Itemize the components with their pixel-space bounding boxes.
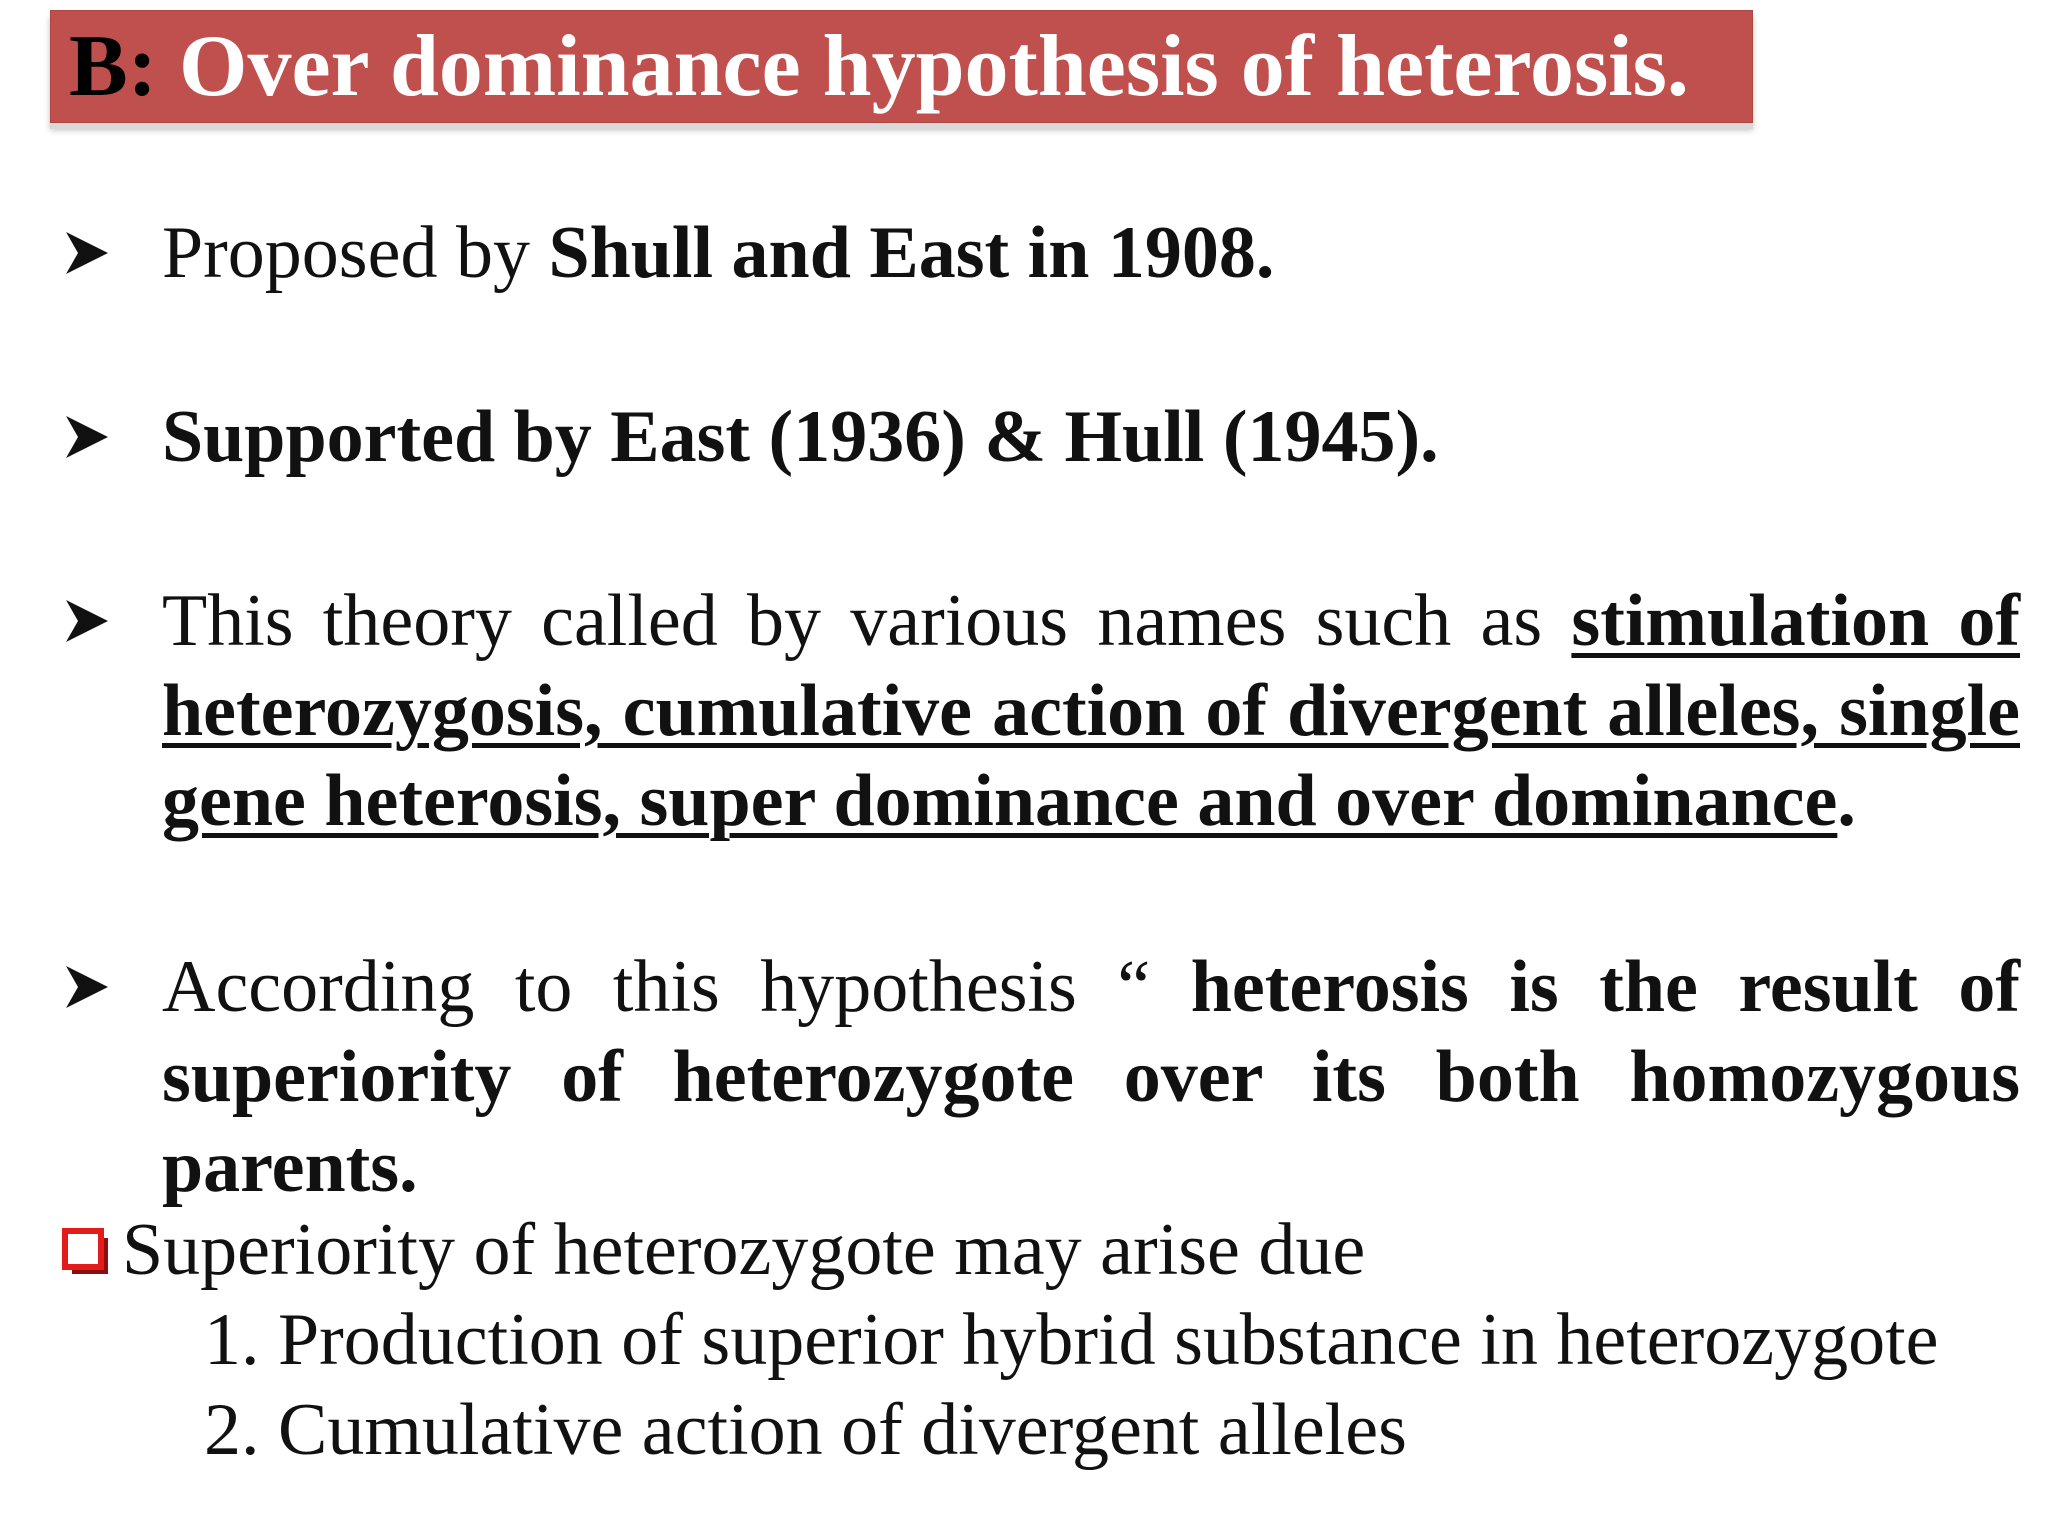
arrow-bullet-icon [62,962,112,1012]
bullet-text-bold: Shull and East in 1908. [548,212,1275,294]
bullet-text: According to this hypothesis “ [162,946,1191,1028]
title-main: Over dominance hypothesis of heterosis. [157,18,1689,115]
numbered-item-2: 2. Cumulative action of divergent alleles [204,1389,1407,1471]
numbered-item-1: 1. Production of superior hybrid substance in heterozygote [204,1299,1939,1381]
bullet-text: Proposed by [162,212,549,294]
arrow-bullet-icon [62,412,112,462]
bullet-text-underlined: stimulation of heterozygosis, cumulative action of divergent alleles, single gene heterosis, super dominance and over dominance [162,580,2021,842]
arrow-bullet-icon [62,596,112,646]
sub-heading: Superiority of heterozygote may arise due [122,1209,1366,1291]
checkbox-square-icon [62,1228,112,1278]
title-prefix: B: [69,18,157,115]
title-banner [50,10,1753,123]
bullet-proposed [162,208,2022,298]
bullet-supported [162,392,2022,482]
bullet-hypothesis [162,942,2020,1212]
bullet-text-period: . [1837,760,1856,842]
bullet-names [162,576,2020,846]
bullet-text-bold: Supported by East (1936) & Hull (1945). [162,396,1439,478]
bullet-text: This theory called by various names such as [162,580,1572,662]
bullet-text-bold: heterosis is the result of superiority of heterozygote over its both homozygous parents. [162,946,2020,1208]
arrow-bullet-icon [62,228,112,278]
slide-title [69,19,1689,115]
